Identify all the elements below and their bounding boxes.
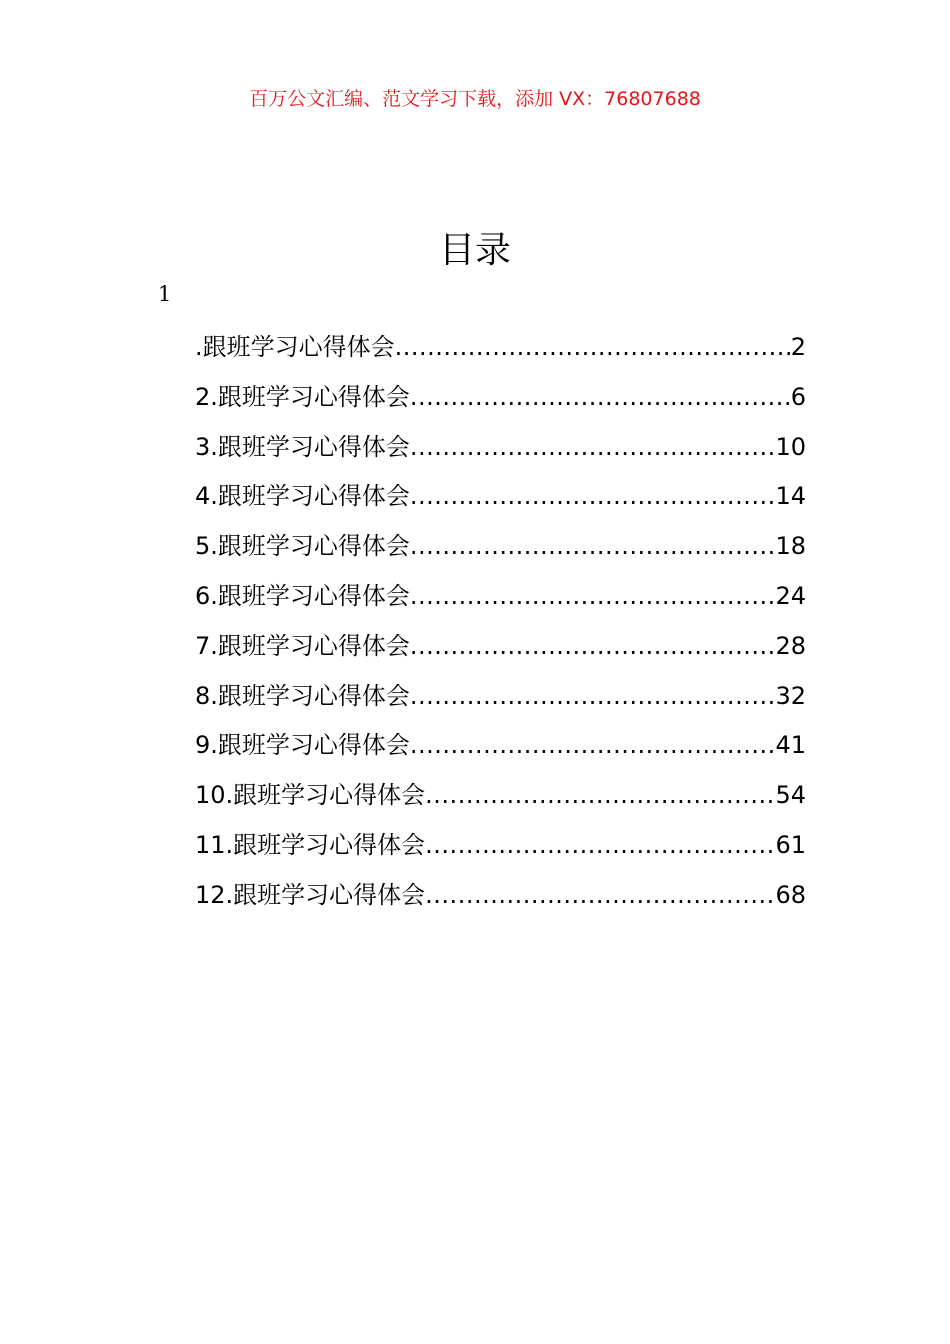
toc-leader-dots <box>410 682 776 710</box>
toc-leader-dots <box>410 482 776 510</box>
toc-entry-page: 24 <box>775 581 806 610</box>
toc-leader-dots <box>425 831 775 859</box>
toc-entry-page: 32 <box>775 681 806 710</box>
toc-entry[interactable] <box>195 875 806 925</box>
toc-leader-dots <box>410 433 776 461</box>
toc-entry-label: 6.跟班学习心得体会 <box>195 581 410 610</box>
toc-entry[interactable] <box>195 676 806 726</box>
stray-number: 1 <box>158 282 172 306</box>
toc-entry-page: 68 <box>775 880 806 909</box>
toc-entry[interactable] <box>195 327 806 377</box>
toc-entry-page: 54 <box>775 781 806 810</box>
toc-entry-label: 2.跟班学习心得体会 <box>195 382 410 411</box>
toc-entry-label: 7.跟班学习心得体会 <box>195 631 410 660</box>
toc-leader-dots <box>395 333 791 361</box>
toc-leader-dots <box>410 582 776 610</box>
toc-leader-dots <box>410 632 776 660</box>
toc-entry[interactable] <box>195 476 806 526</box>
toc-entry-label: 5.跟班学习心得体会 <box>195 532 410 561</box>
toc-entry[interactable] <box>195 775 806 825</box>
toc-entry[interactable] <box>195 427 806 477</box>
toc-entry-label: .跟班学习心得体会 <box>195 333 395 361</box>
toc-leader-dots <box>410 731 776 759</box>
toc-entry-label: 9.跟班学习心得体会 <box>195 731 410 760</box>
toc-entry-label: 8.跟班学习心得体会 <box>195 681 410 710</box>
toc-leader-dots <box>425 781 775 809</box>
toc-entry[interactable] <box>195 377 806 427</box>
toc-entry-page: 10 <box>775 432 806 461</box>
toc-entry[interactable] <box>195 526 806 576</box>
page-title: 目录 <box>438 230 511 271</box>
toc-leader-dots <box>410 532 776 560</box>
toc-entry[interactable] <box>195 825 806 875</box>
toc-entry-page: 28 <box>775 631 806 660</box>
toc-entry[interactable] <box>195 626 806 676</box>
toc-entry-page: 41 <box>775 731 806 760</box>
toc-entry[interactable] <box>195 725 806 775</box>
toc-entry-label: 4.跟班学习心得体会 <box>195 482 410 511</box>
toc-entry-page: 6 <box>790 382 806 411</box>
toc-leader-dots <box>425 881 775 909</box>
toc-leader-dots <box>410 383 791 411</box>
toc-list <box>195 327 806 925</box>
toc-entry-page: 2 <box>790 333 806 361</box>
toc-entry-page: 61 <box>775 830 806 859</box>
toc-entry-page: 18 <box>775 532 806 561</box>
toc-entry-label: 12.跟班学习心得体会 <box>195 880 426 909</box>
toc-entry[interactable] <box>195 576 806 626</box>
toc-entry-label: 11.跟班学习心得体会 <box>195 830 426 859</box>
header-note: 百万公文汇编、范文学习下载，添加 VX：76807688 <box>249 88 701 110</box>
toc-entry-label: 10.跟班学习心得体会 <box>195 781 426 810</box>
toc-entry-label: 3.跟班学习心得体会 <box>195 432 410 461</box>
toc-entry-page: 14 <box>775 482 806 511</box>
